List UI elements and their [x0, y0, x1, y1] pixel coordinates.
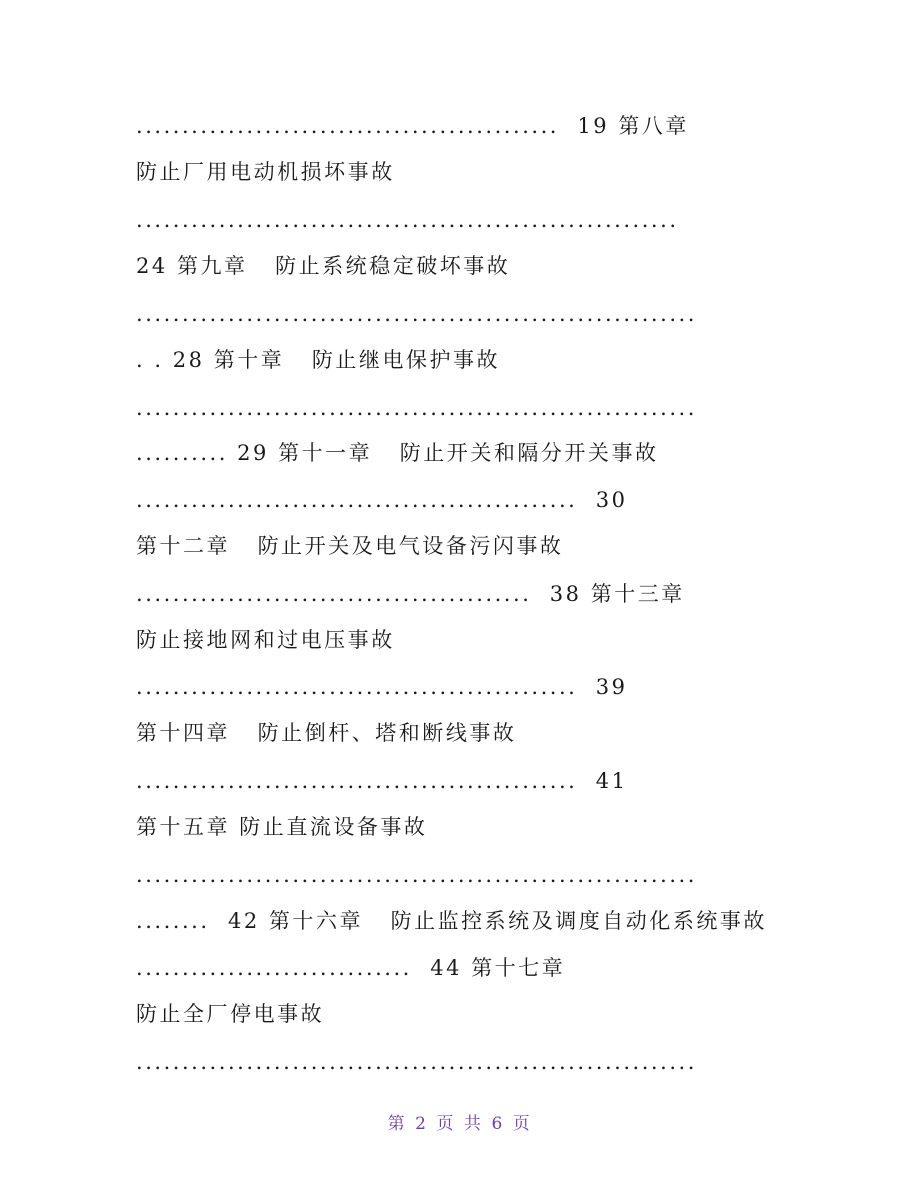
- toc-line: ................................................ 39: [136, 675, 628, 699]
- toc-line: 第十五章 防止直流设备事故: [136, 815, 428, 839]
- toc-line: ................................................ 41: [136, 769, 628, 793]
- toc-line: 第十二章 防止开关及电气设备污闪事故: [136, 534, 564, 558]
- toc-line: .............................................. 19 第八章: [136, 114, 689, 138]
- toc-line: ...........................................................: [136, 208, 679, 232]
- toc-line: 防止厂用电动机损坏事故: [136, 160, 395, 184]
- toc-line: .............................. 44 第十七章: [136, 956, 566, 980]
- toc-line: .............................................................: [136, 302, 697, 326]
- toc-line: ........................................... 38 第十三章: [136, 582, 685, 606]
- page-number-footer: 第 2 页 共 6 页: [387, 1114, 533, 1134]
- toc-line: . . 28 第十章 防止继电保护事故: [136, 348, 501, 372]
- toc-line: .............................................................: [136, 863, 697, 887]
- toc-line: 24 第九章 防止系统稳定破坏事故: [136, 254, 511, 278]
- toc-line: .............................................................: [136, 396, 697, 420]
- toc-line: ........ 42 第十六章 防止监控系统及调度自动化系统事故: [136, 909, 767, 933]
- toc-line: 防止接地网和过电压事故: [136, 628, 395, 652]
- toc-line: ................................................ 30: [136, 488, 628, 512]
- toc-line: .............................................................: [136, 1050, 697, 1074]
- toc-line: 第十四章 防止倒杆、塔和断线事故: [136, 721, 517, 745]
- toc-line: 防止全厂停电事故: [136, 1002, 325, 1026]
- toc-line: .......... 29 第十一章 防止开关和隔分开关事故: [136, 441, 659, 465]
